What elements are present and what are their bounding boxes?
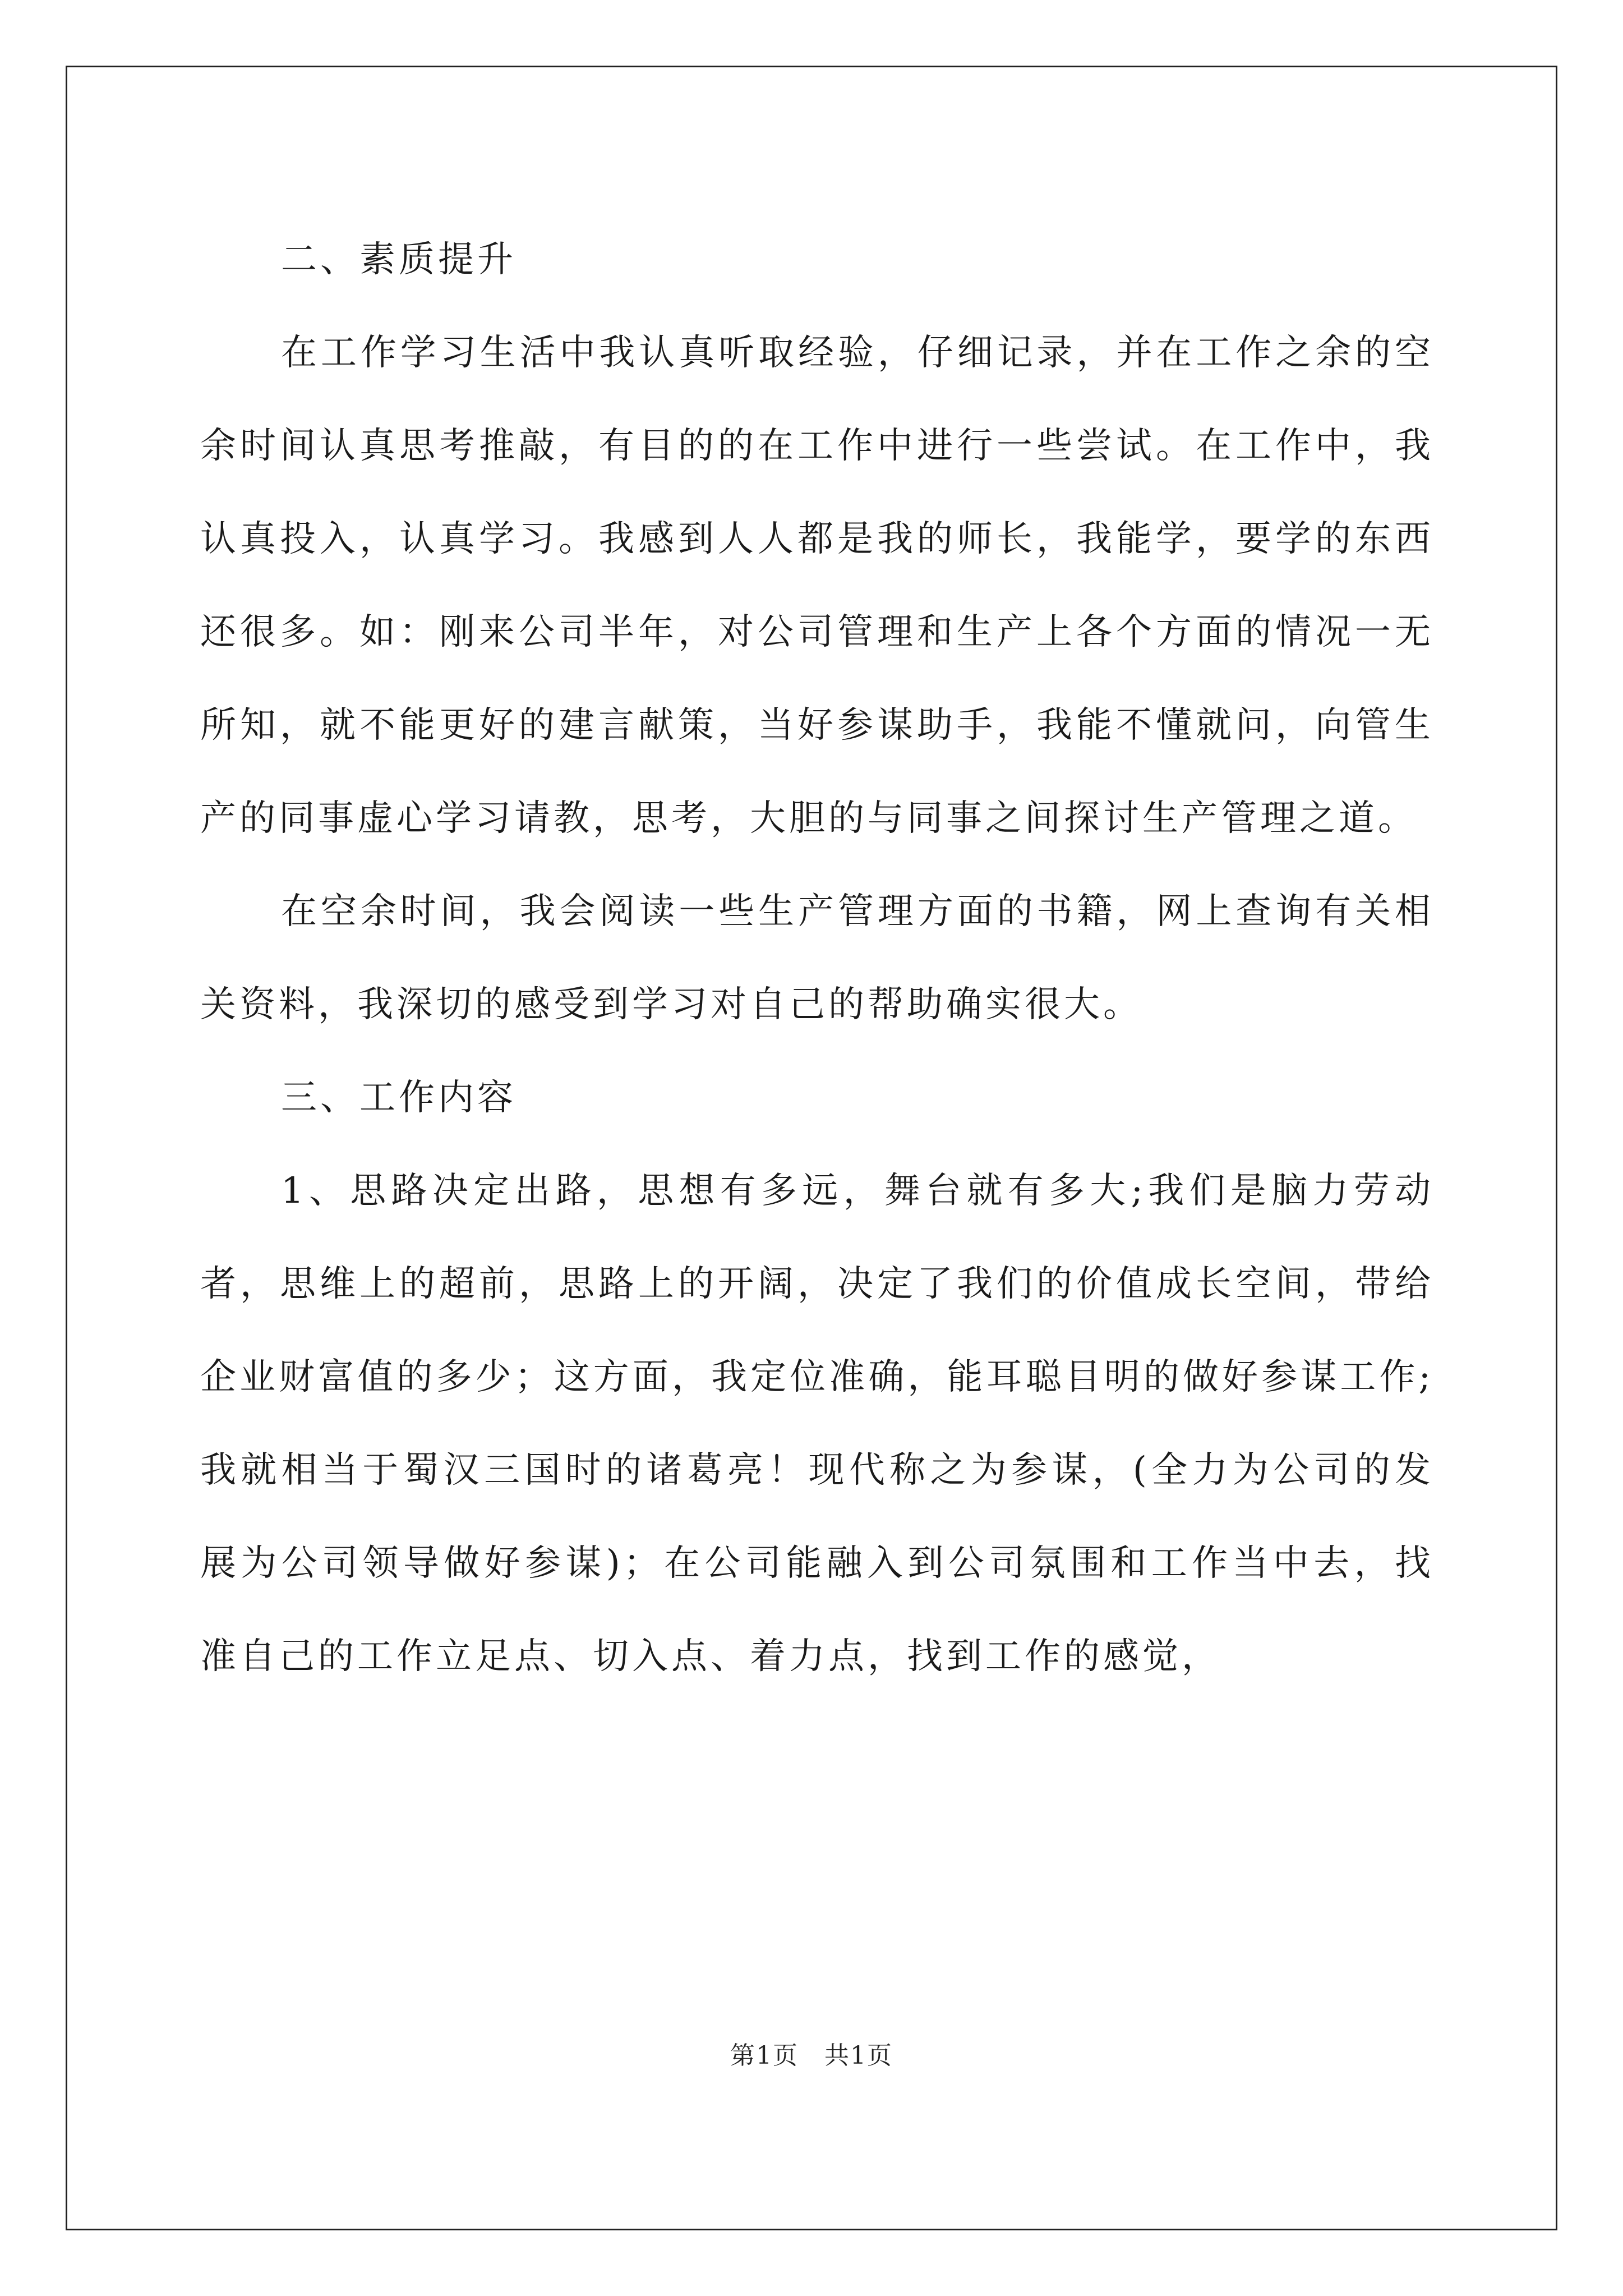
paragraph-reading: 在空余时间，我会阅读一些生产管理方面的书籍，网上查询有关相关资料，我深切的感受到学习对自己的帮助确实很大。 [200, 891, 1434, 1025]
document-body [200, 213, 1434, 1703]
paragraph-learning: 在工作学习生活中我认真听取经验，仔细记录，并在工作之余的空余时间认真思考推敲，有目的的在工作中进行一些尝试。在工作中，我认真投入，认真学习。我感到人人都是我的师长，我能学，要学的东西还很多。如：刚来公司半年，对公司管理和生产上各个方面的情况一无所知，就不能更好的建言献策，当好参谋助手，我能不懂就问，向管生产的同事虚心学习请教，思考，大胆的与同事之间探讨生产管理之道。 [200, 332, 1434, 839]
page-number-footer: 第1页 共1页 [730, 2041, 893, 2070]
paragraph-thinking: 1、思路决定出路，思想有多远，舞台就有多大;我们是脑力劳动者，思维上的超前，思路上的开阔，决定了我们的价值成长空间，带给企业财富值的多少；这方面，我定位准确，能耳聪目明的做好参谋工作;我就相当于蜀汉三国时的诸葛亮！现代称之为参谋，(全力为公司的发展为公司领导做好参谋)；在公司能融入到公司氛围和工作当中去，找准自己的工作立足点、切入点、着力点，找到工作的感觉， [200, 1170, 1434, 1677]
section-heading-work: 三、工作内容 [281, 1077, 517, 1119]
section-heading-quality: 二、素质提升 [281, 239, 517, 280]
